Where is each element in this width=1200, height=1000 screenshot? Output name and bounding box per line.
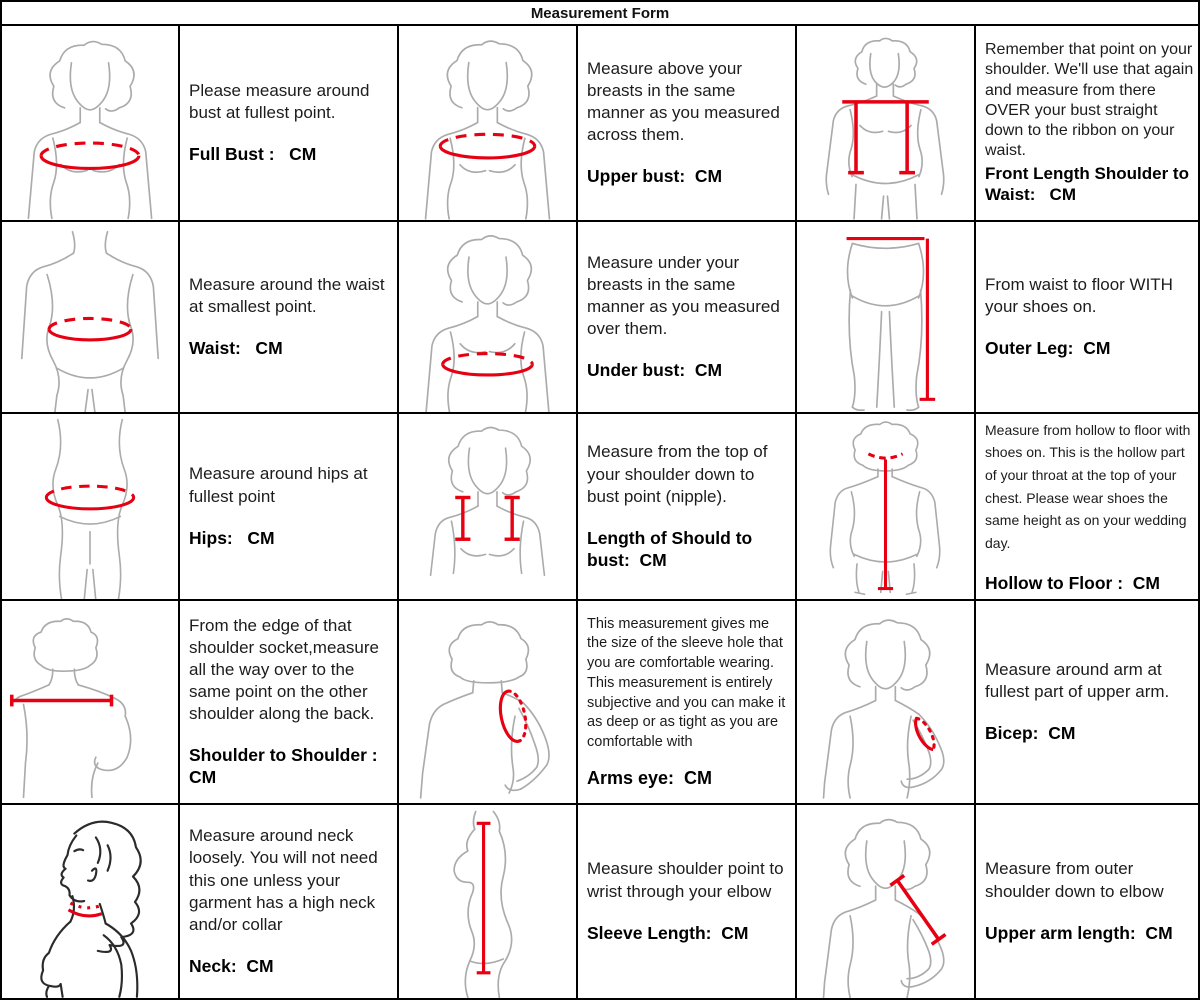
measurement-label: Hollow to Floor : CM [985, 572, 1160, 593]
measurement-label: Upper bust: CM [587, 166, 723, 187]
cell-upper-arm-length-figure [797, 805, 976, 998]
measurement-label: Neck: CM [189, 955, 274, 976]
outer-leg-figure [797, 222, 974, 412]
under-bust-figure [399, 222, 576, 412]
upper-bust-measure-mark [440, 134, 534, 158]
measurement-label: Arms eye: CM [587, 767, 713, 788]
cell-upper-arm-length-text [976, 805, 1198, 998]
waist-measure-mark [49, 318, 131, 339]
cell-upper-bust-text [578, 26, 797, 222]
shoulder-to-shoulder-measure-mark [12, 695, 112, 707]
measurement-label: Front Length Shoulder to Waist: CM [985, 164, 1194, 205]
instruction-text: Measure from hollow to floor with shoes on. This is the hollow part of your throat at the top of your chest. Please wear shoes the same height as on your wedding day. [985, 421, 1195, 551]
cell-shoulder-to-shoulder-figure [2, 601, 180, 805]
cell-neck-figure [2, 805, 180, 998]
measurement-label: Bicep: CM [985, 723, 1076, 744]
hollow-to-floor-measure-mark [868, 454, 902, 589]
cell-bicep-figure [797, 601, 976, 805]
cell-sleeve-length-text [578, 805, 797, 998]
shoulder-to-bust-figure [399, 414, 576, 599]
upper-arm-length-figure [797, 805, 974, 998]
cell-shoulder-to-shoulder-text [180, 601, 399, 805]
instruction-text: Measure around arm at fullest part of upper arm. [985, 659, 1170, 702]
hips-measure-mark [46, 486, 133, 509]
front-length-figure [797, 26, 974, 220]
neck-figure [2, 805, 178, 998]
instruction-text: Measure from the top of your shoulder down to bust point (nipple). [587, 442, 773, 506]
form-title: Measurement Form [2, 2, 1198, 26]
instruction-text: Measure above your breasts in the same manner as you measured across them. [587, 58, 785, 145]
cell-full-bust-figure [2, 26, 180, 222]
instruction-text: Measure shoulder point to wrist through your elbow [587, 859, 789, 901]
instruction-text: Please measure around bust at fullest point. [189, 80, 375, 123]
measurement-label: Under bust: CM [587, 360, 723, 381]
measurement-label: Shoulder to Shoulder : CM [189, 745, 383, 788]
cell-shoulder-to-bust-text [578, 414, 797, 601]
cell-neck-text [180, 805, 399, 998]
instruction-text: Measure under your breasts in the same manner as you measured over them. [587, 252, 785, 339]
instruction-text: From waist to floor WITH your shoes on. [985, 274, 1178, 317]
measurement-label: Upper arm length: CM [985, 922, 1173, 943]
cell-waist-text [180, 222, 399, 414]
instruction-text: Measure around neck loosely. You will not need this one unless your garment has a high neck and/or collar [189, 826, 383, 934]
cell-outer-leg-figure [797, 222, 976, 414]
hollow-to-floor-figure [797, 414, 974, 599]
upper-bust-figure [399, 26, 576, 220]
full-bust-figure [2, 26, 178, 220]
cell-full-bust-text [180, 26, 399, 222]
measurement-label: Length of Should to bust: CM [587, 527, 758, 570]
instruction-text: Measure around the waist at smallest point. [189, 274, 390, 317]
under-bust-measure-mark [443, 354, 533, 375]
cell-shoulder-to-bust-figure [399, 414, 578, 601]
waist-figure [2, 222, 178, 412]
cell-bicep-text [976, 601, 1198, 805]
measurement-label: Sleeve Length: CM [587, 922, 749, 943]
cell-arms-eye-figure [399, 601, 578, 805]
cell-arms-eye-text [578, 601, 797, 805]
cell-waist-figure [2, 222, 180, 414]
cell-hollow-to-floor-figure [797, 414, 976, 601]
instruction-text: Remember that point on your shoulder. We'll use that again and measure from there OVER your bust straight down to the ribbon on your waist. [985, 41, 1198, 160]
cell-under-bust-figure [399, 222, 578, 414]
cell-outer-leg-text [976, 222, 1198, 414]
front-length-measure-mark [842, 102, 929, 173]
cell-hips-text [180, 414, 399, 601]
instruction-text: From the edge of that shoulder socket,measure all the way over to the same point on the other shoulder along the back. [189, 615, 384, 724]
cell-under-bust-text [578, 222, 797, 414]
cell-hips-figure [2, 414, 180, 601]
measurement-label: Full Bust : CM [189, 144, 317, 165]
cell-sleeve-length-figure [399, 805, 578, 998]
measurement-label: Hips: CM [189, 527, 275, 548]
cell-front-length-text [976, 26, 1198, 222]
measurement-label: Outer Leg: CM [985, 338, 1111, 359]
hips-figure [2, 414, 178, 599]
instruction-text: Measure from outer shoulder down to elbow [985, 859, 1164, 901]
bicep-figure [797, 601, 974, 803]
cell-hollow-to-floor-text [976, 414, 1198, 601]
shoulder-to-shoulder-figure [2, 601, 178, 803]
cell-upper-bust-figure [399, 26, 578, 222]
measurement-label: Waist: CM [189, 338, 283, 359]
instruction-text: This measurement gives me the size of the sleeve hole that you are comfortable wearing. This measurement is entirely subjective and you can make it as deep or as tight as you are comfortable with [587, 615, 790, 751]
sleeve-length-figure [399, 805, 576, 998]
arms-eye-figure [399, 601, 576, 803]
shoulder-to-bust-measure-mark [455, 497, 520, 539]
cell-front-length-figure [797, 26, 976, 222]
sleeve-length-measure-mark [477, 823, 491, 972]
instruction-text: Measure around hips at fullest point [189, 464, 373, 506]
